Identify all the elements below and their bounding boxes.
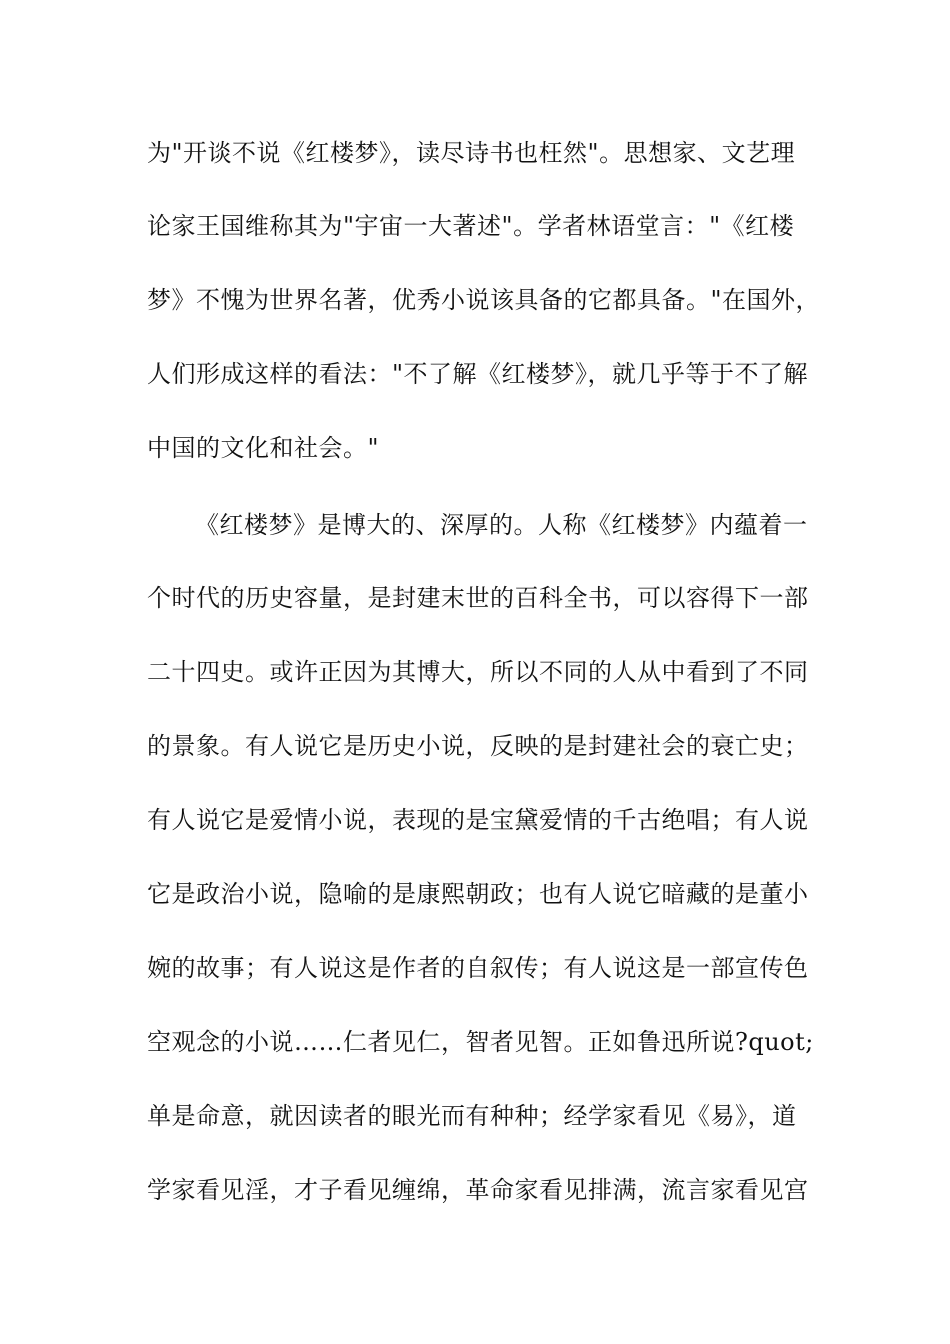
paragraph-2-line-6: 它是政治小说，隐喻的是康熙朝政；也有人说它暗藏的是董小	[147, 880, 809, 908]
paragraph-2-line-9: 单是命意，就因读者的眼光而有种种；经学家看见《易》，道	[147, 1102, 797, 1130]
paragraph-2-line-3: 二十四史。或许正因为其博大，所以不同的人从中看到了不同	[147, 658, 809, 686]
paragraph-1-line-3: 梦》不愧为世界名著，优秀小说该具备的它都具备。"在国外，	[147, 286, 821, 314]
paragraph-2-line-2: 个时代的历史容量，是封建末世的百科全书，可以容得下一部	[147, 584, 809, 612]
paragraph-2-line-10: 学家看见淫，才子看见缠绵，革命家看见排满，流言家看见宫	[147, 1176, 809, 1204]
paragraph-2-line-1: 《红楼梦》是博大的、深厚的。人称《红楼梦》内蕴着一	[195, 511, 808, 539]
paragraph-1-line-2: 论家王国维称其为"宇宙一大著述"。学者林语堂言："《红楼	[147, 212, 795, 240]
paragraph-1-line-5: 中国的文化和社会。"	[147, 434, 380, 462]
paragraph-2-line-7: 婉的故事；有人说这是作者的自叙传；有人说这是一部宣传色	[147, 954, 809, 982]
paragraph-1-line-1: 为"开谈不说《红楼梦》，读尽诗书也枉然"。思想家、文艺理	[147, 139, 796, 167]
paragraph-2-line-8: 空观念的小说……仁者见仁，智者见智。正如鲁迅所说?quot;	[147, 1028, 814, 1056]
paragraph-1-line-4: 人们形成这样的看法："不了解《红楼梦》，就几乎等于不了解	[147, 360, 809, 388]
paragraph-2-line-4: 的景象。有人说它是历史小说，反映的是封建社会的衰亡史；	[147, 732, 809, 760]
paragraph-2-line-5: 有人说它是爱情小说，表现的是宝黛爱情的千古绝唱；有人说	[147, 806, 809, 834]
